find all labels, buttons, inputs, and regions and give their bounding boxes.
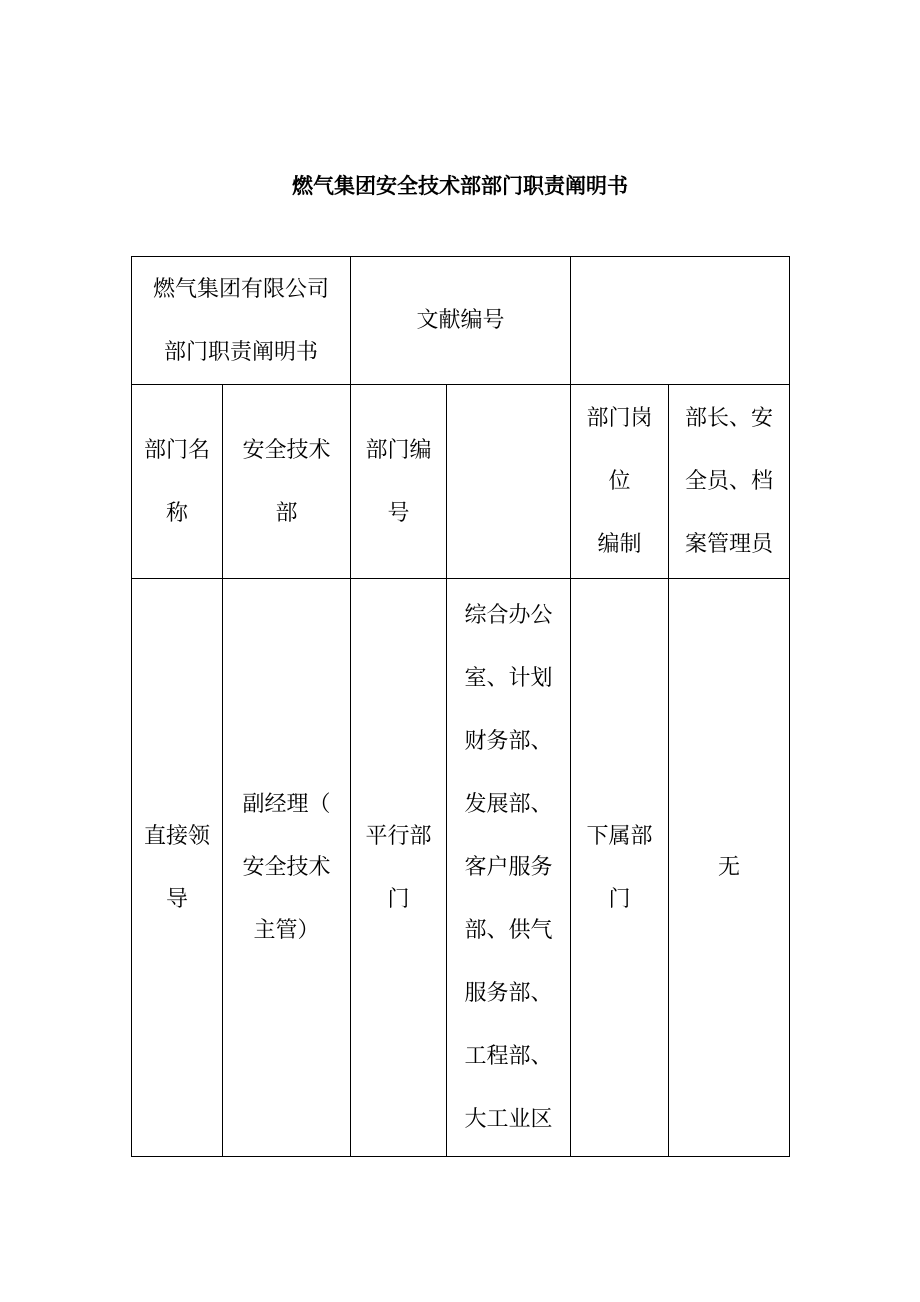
subordinate-dept-label: 下属部 门 bbox=[571, 579, 669, 1157]
company-heading-cell bbox=[132, 257, 351, 385]
doc-number-value bbox=[571, 257, 790, 385]
dept-code-label: 部门编 号 bbox=[351, 385, 447, 579]
relations-row bbox=[132, 579, 790, 1157]
direct-leader-label: 直接领 导 bbox=[132, 579, 223, 1157]
peer-dept-value: 综合办公 室、计划 财务部、 发展部、 客户服务 部、供气 服务部、 工程部、 大工业区 bbox=[447, 579, 571, 1157]
dept-name-label: 部门名 称 bbox=[132, 385, 223, 579]
subordinate-dept-value: 无 bbox=[669, 579, 790, 1157]
responsibility-table bbox=[131, 256, 790, 1157]
header-row bbox=[132, 257, 790, 385]
direct-leader-value: 副经理（ 安全技术 主管） bbox=[223, 579, 351, 1157]
dept-code-value bbox=[447, 385, 571, 579]
peer-dept-label: 平行部 门 bbox=[351, 579, 447, 1157]
document-type: 部门职责阐明书 bbox=[164, 339, 319, 365]
staffing-value: 部长、安 全员、档 案管理员 bbox=[669, 385, 790, 579]
department-row bbox=[132, 385, 790, 579]
document-title: 燃气集团安全技术部部门职责阐明书 bbox=[292, 174, 628, 198]
dept-name-value: 安全技术 部 bbox=[223, 385, 351, 579]
staffing-label: 部门岗 位 编制 bbox=[571, 385, 669, 579]
company-name: 燃气集团有限公司 bbox=[153, 276, 330, 302]
doc-number-label: 文献编号 bbox=[351, 257, 571, 385]
